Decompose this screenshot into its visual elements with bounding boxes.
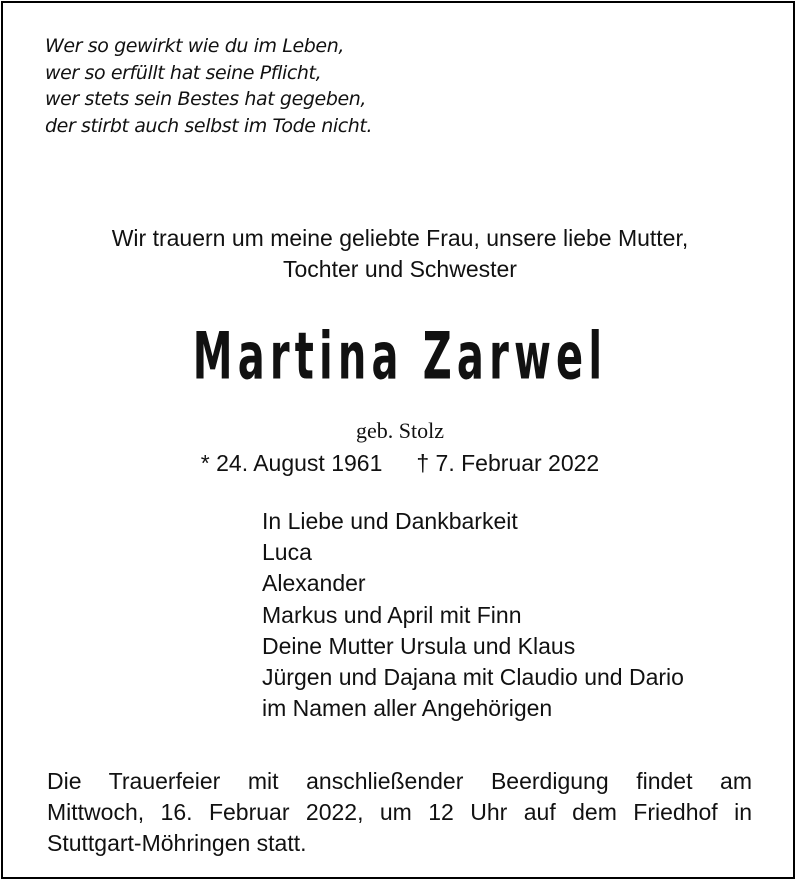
mourning-intro: [3, 223, 797, 285]
service-line: Stuttgart-Möhringen statt.: [47, 830, 307, 856]
mourner-line: Alexander: [262, 570, 366, 597]
funeral-service-info: [47, 766, 752, 859]
death-date: † 7. Februar 2022: [416, 450, 600, 476]
intro-line: Tochter und Schwester: [283, 256, 517, 282]
mourner-line: Markus und April mit Finn: [262, 601, 522, 628]
service-line: Mittwoch, 16. Februar 2022, um 12 Uhr auf dem Friedhof in: [47, 799, 752, 825]
poem-line: wer stets sein Bestes hat gegeben,: [45, 88, 367, 110]
intro-line: Wir trauern um meine geliebte Frau, unsere liebe Mutter,: [111, 225, 689, 251]
mourner-line: Luca: [262, 539, 312, 566]
memorial-poem: [45, 33, 372, 139]
poem-line: Wer so gewirkt wie du im Leben,: [45, 35, 344, 57]
deceased-name: Martina Zarwel: [192, 318, 608, 395]
obituary-notice: [1, 1, 795, 879]
poem-line: wer so erfüllt hat seine Pflicht,: [45, 61, 322, 84]
birth-date: * 24. August 1961: [200, 450, 383, 476]
maiden-name: geb. Stolz: [356, 418, 444, 443]
mourner-line: Jürgen und Dajana mit Claudio und Dario: [262, 664, 684, 691]
service-line: Die Trauerfeier mit anschließender Beerdigung findet am: [47, 768, 752, 794]
mourners-list: [262, 506, 684, 724]
mourner-line: im Namen aller Angehörigen: [262, 695, 553, 722]
poem-line: der stirbt auch selbst im Tode nicht.: [45, 114, 373, 137]
life-dates: [3, 448, 797, 478]
mourner-line: Deine Mutter Ursula und Klaus: [262, 632, 576, 659]
mourner-line: In Liebe und Dankbarkeit: [262, 508, 518, 534]
